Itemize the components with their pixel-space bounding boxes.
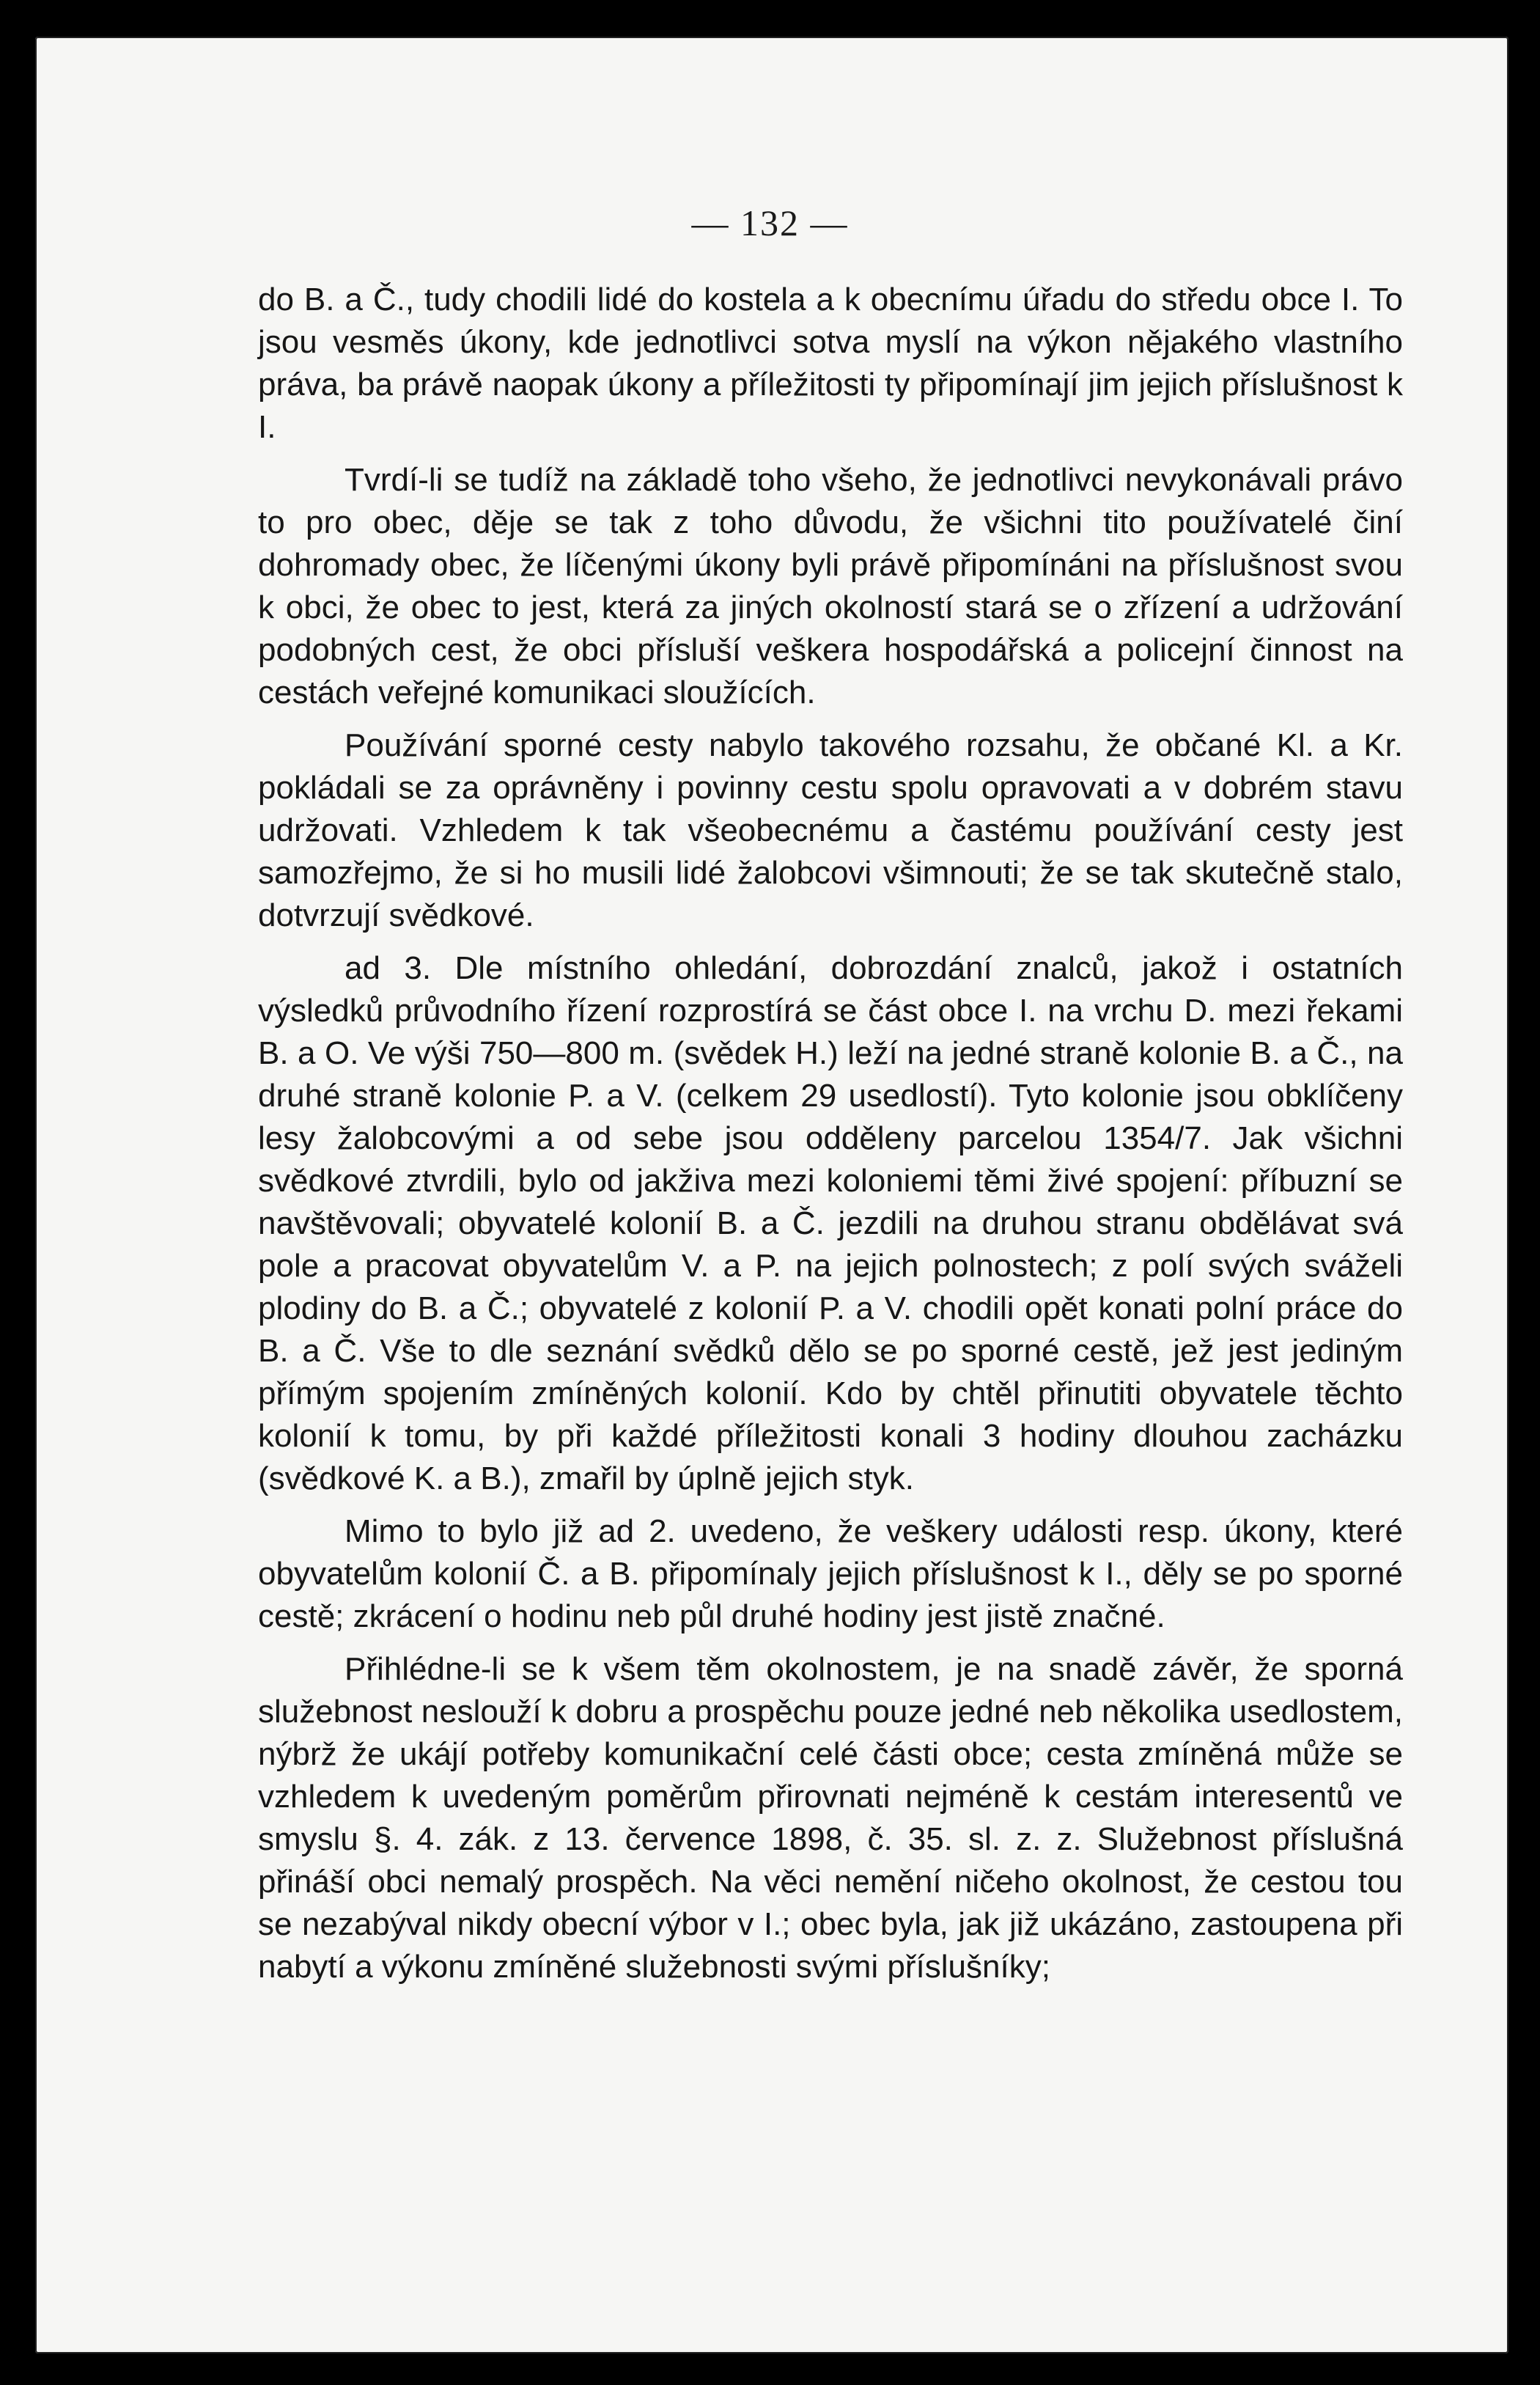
paragraph-4: ad 3. Dle místního ohledání, dobrozdání znalců, jakož i ostatních výsledků průvodního řízení rozprostírá se část obce I. na vrchu D. mezi řekami B. a O. Ve výši 750—800 m. (svědek H.) leží na jedné straně kolonie B. a Č., na druhé straně kolonie P. a V. (celkem 29 usedlostí). Tyto kolonie jsou obklíčeny lesy žalobcovými a od sebe jsou odděleny parcelou 1354/7. Jak všichni svědkové ztvrdili, bylo od jakživa mezi koloniemi těmi živé spojení: příbuzní se navštěvovali; obyvatelé kolonií B. a Č. jezdili na druhou stranu obdělávat svá pole a pracovat obyvatelům V. a P. na jejich polnostech; z polí svých sváželi plodiny do B. a Č.; obyvatelé z kolonií P. a V. chodili opět konati polní práce do B. a Č. Vše to dle seznání svědků dělo se po sporné cestě, jež jest jediným přímým spojením zmíněných kolonií. Kdo by chtěl přinutiti obyvatele těchto kolonií k tomu, by při každé příležitosti konali 3 hodiny dlouhou zacházku (svědkové K. a B.), zmařil by úplně jejich styk. (258, 950, 1403, 1496)
body-text (258, 279, 1403, 1999)
paragraph-5: Mimo to bylo již ad 2. uvedeno, že veškery události resp. úkony, které obyvatelům kolonií Č. a B. připomínaly jejich příslušnost k I., děly se po sporné cestě; zkrácení o hodinu neb půl druhé hodiny jest jistě značné. (258, 1513, 1403, 1634)
paragraph-2: Tvrdí-li se tudíž na základě toho všeho, že jednotlivci nevykonávali právo to pro obec, děje se tak z toho důvodu, že všichni tito používatelé činí dohromady obec, že líčenými úkony byli právě připomínáni na příslušnost svou k obci, že obec to jest, která za jiných okolností stará se o zřízení a udržování podobných cest, že obci přísluší veškera hospodářská a policejní činnost na cestách veřejné komunikaci sloužících. (258, 462, 1403, 710)
paragraph-1: do B. a Č., tudy chodili lidé do kostela a k obecnímu úřadu do středu obce I. To jsou vesměs úkony, kde jednotlivci sotva myslí na výkon nějakého vlastního práva, ba právě naopak úkony a příležitosti ty připomínají jim jejich příslušnost k I. (258, 282, 1403, 445)
paragraph-3: Používání sporné cesty nabylo takového rozsahu, že občané Kl. a Kr. pokládali se za oprávněny i povinny cestu spolu opravovati a v dobrém stavu udržovati. Vzhledem k tak všeobecnému a častému používání cesty jest samozřejmo, že si ho musili lidé žalobcovi všimnouti; že se tak skutečně stalo, dotvrzují svědkové. (258, 727, 1403, 933)
page-number: — 132 — (691, 202, 849, 243)
paragraph-6: Přihlédne-li se k všem těm okolnostem, je na snadě závěr, že sporná služebnost neslouží k dobru a prospěchu pouze jedné neb několika usedlostem, nýbrž že ukájí potřeby komunikační celé části obce; cesta zmíněná může se vzhledem k uvedeným poměrům přirovnati nejméně k cestám interesentů ve smyslu §. 4. zák. z 13. července 1898, č. 35. sl. z. z. Služebnost příslušná přináší obci nemalý prospěch. Na věci nemění ničeho okolnost, že cestou tou se nezabýval nikdy obecní výbor v I.; obec byla, jak již ukázáno, zastoupena při nabytí a výkonu zmíněné služebnosti svými příslušníky; (258, 1651, 1403, 1985)
